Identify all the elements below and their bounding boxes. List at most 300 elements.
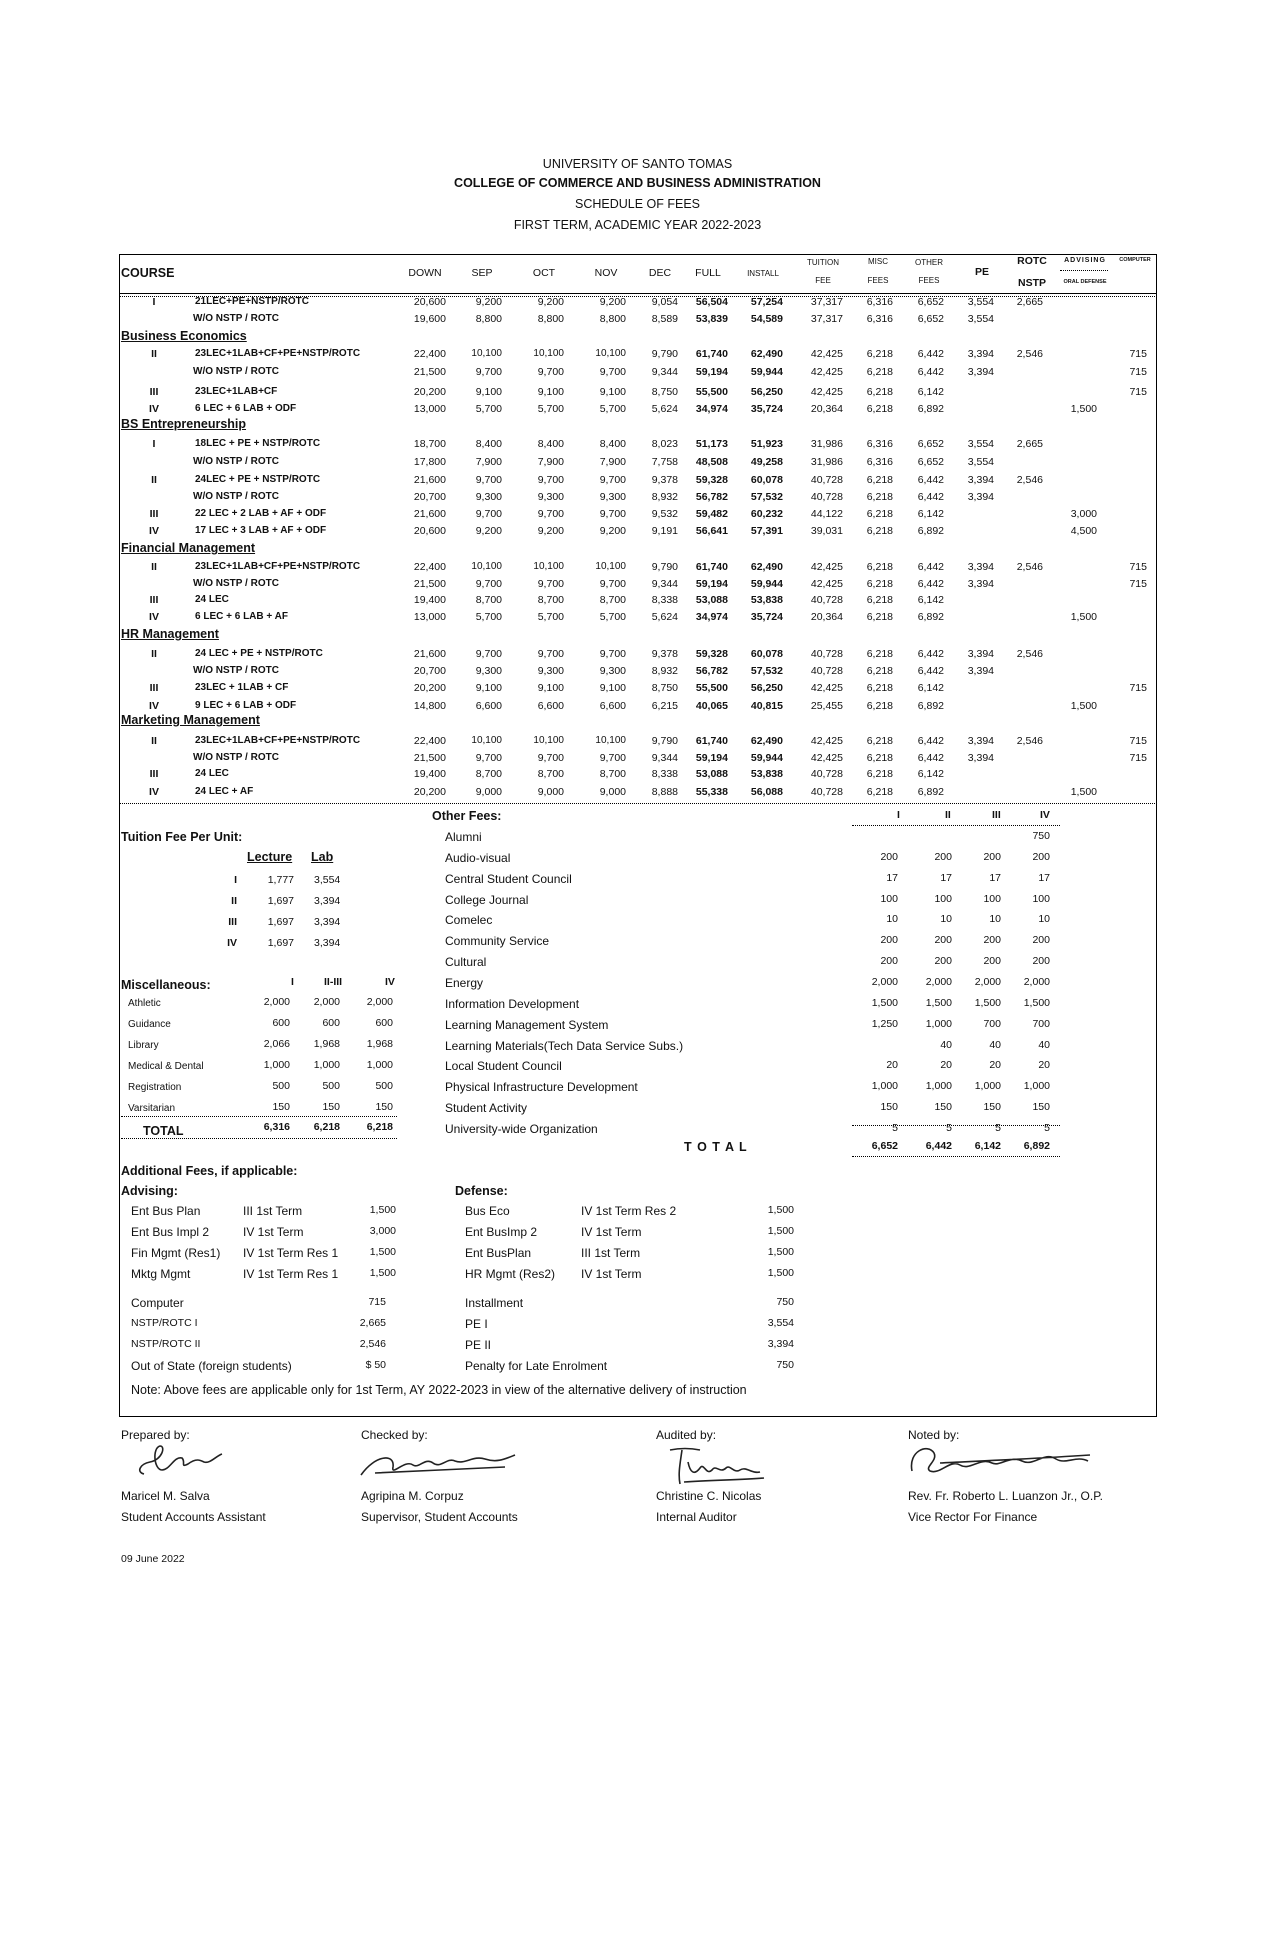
fee-cell: 8,800 [599,313,626,325]
fee-cell: 20,600 [413,296,446,308]
row-course-description: W/O NSTP / ROTC [193,752,279,763]
row-course-description: W/O NSTP / ROTC [193,491,279,502]
other-fee-value: 10 [989,913,1001,926]
fee-cell: 61,740 [695,348,728,360]
fee-cell: 61,740 [695,561,728,573]
other-fee-name: Community Service [445,934,550,949]
row-year-level: IV [149,525,159,537]
misc-value-iv: 1,000 [366,1059,393,1071]
fee-cell: 3,394 [967,752,994,764]
fee-cell: 48,508 [695,456,728,468]
other-fee-value: 150 [983,1101,1001,1114]
fee-cell: 6,892 [917,611,944,623]
fee-cell: 6,218 [866,561,893,573]
fee-cell: 6,442 [917,648,944,660]
row-year-level: II [151,474,157,486]
other-fees-col-iv: IV [1040,809,1050,821]
section-heading: Financial Management [121,541,256,555]
col-nov: NOV [594,267,618,279]
advising-term: IV 1st Term Res 1 [243,1246,339,1260]
misc-total-rule [121,1116,397,1117]
fee-cell: 715 [1129,682,1147,694]
other-fees-total-value: 6,442 [925,1140,952,1152]
fee-cell: 5,624 [651,611,678,623]
fee-cell: 5,700 [599,403,626,415]
fee-cell: 9,700 [475,366,502,378]
fee-cell: 10,100 [595,348,626,359]
fee-cell: 9,700 [537,508,564,520]
other-fee-name: Physical Infrastructure Development [445,1080,638,1095]
other-fee-value: 1,000 [1023,1080,1050,1093]
fee-cell: 6,442 [917,578,944,590]
fee-cell: 21,600 [413,648,446,660]
misc-title: Miscellaneous: [121,978,211,992]
fee-cell: 40,728 [810,768,843,780]
fee-cell: 53,088 [695,594,728,606]
other-fee-name: Learning Materials(Tech Data Service Subs.) [445,1038,684,1053]
fee-cell: 9,300 [599,491,626,503]
fee-cell: 6,652 [917,456,944,468]
fee-cell: 60,078 [750,648,783,660]
fee-cell: 21,500 [413,752,446,764]
other-fee-value: 200 [983,955,1001,968]
fee-cell: 19,400 [413,768,446,780]
fee-cell: 22,400 [413,561,446,573]
other-fee-name: Cultural [445,955,487,970]
col-computer: COMPUTER [1119,257,1151,263]
fee-cell: 8,700 [599,768,626,780]
fee-cell: 715 [1129,348,1147,360]
advising-name: Ent Bus Plan [131,1204,201,1218]
fee-cell: 6,600 [475,700,502,712]
misc-item-name: Guidance [128,1019,171,1030]
signatory-role: Prepared by: [121,1428,190,1442]
fee-cell: 8,700 [599,594,626,606]
fee-cell: 10,100 [471,348,502,359]
advising-term: IV 1st Term Res 1 [243,1267,339,1281]
fee-cell: 2,546 [1016,735,1043,747]
other-fee-value: 200 [1032,955,1050,968]
fee-cell: 56,782 [695,665,728,677]
fee-cell: 54,589 [750,313,783,325]
advising-name: Ent Bus Impl 2 [131,1225,210,1239]
misc-value-iv: 500 [375,1080,393,1092]
other-fee-value: 10 [940,913,952,926]
advising-divider [1060,270,1108,271]
advising-name: Fin Mgmt (Res1) [131,1246,221,1260]
fee-cell: 10,100 [533,348,564,359]
signatory-role: Noted by: [908,1428,960,1442]
other-fee-value: 200 [934,955,952,968]
row-course-description: 23LEC+1LAB+CF+PE+NSTP/ROTC [195,348,361,359]
fee-cell: 42,425 [810,348,843,360]
fee-cell: 56,641 [695,525,728,537]
tuition-lecture: 1,697 [267,895,294,907]
fee-cell: 59,944 [750,578,783,590]
fee-cell: 9,700 [599,752,626,764]
fee-cell: 8,338 [651,768,678,780]
fee-cell: 715 [1129,752,1147,764]
fee-cell: 9,300 [537,491,564,503]
fee-cell: 60,232 [750,508,783,520]
fee-cell: 5,700 [537,403,564,415]
fee-cell: 25,455 [810,700,843,712]
fee-cell: 3,394 [967,735,994,747]
fee-cell: 39,031 [810,525,843,537]
fee-cell: 10,100 [595,561,626,572]
other-fee-value: 100 [880,892,898,905]
additional-fee-amount: 3,554 [767,1317,794,1329]
signatory-role: Checked by: [361,1428,428,1442]
fee-cell: 8,700 [537,594,564,606]
fee-cell: 8,023 [651,438,678,450]
additional-fee-name: NSTP/ROTC II [131,1338,201,1350]
row-year-level: IV [149,611,159,623]
fee-cell: 61,740 [695,735,728,747]
row-course-description: W/O NSTP / ROTC [193,313,279,324]
fee-cell: 57,532 [750,665,783,677]
fee-cell: 9,790 [651,561,678,573]
advising-amount: 3,000 [369,1225,396,1237]
row-course-description: 23LEC+1LAB+CF [195,386,278,397]
fee-cell: 1,500 [1070,403,1097,415]
fee-cell: 17,800 [413,456,446,468]
tuition-lecture: 1,697 [267,937,294,949]
other-fee-value: 200 [983,850,1001,863]
col-tuition-2: FEE [815,276,831,285]
fee-cell: 5,700 [537,611,564,623]
fee-cell: 9,054 [651,296,678,308]
additional-fee-amount: 750 [776,1359,794,1371]
other-fee-value: 1,500 [1023,996,1050,1009]
defense-term: IV 1st Term Res 2 [581,1204,677,1218]
additional-fee-name: PE I [465,1317,488,1331]
other-fee-value: 20 [989,1059,1001,1072]
fee-cell: 9,000 [599,786,626,798]
defense-amount: 1,500 [767,1267,794,1279]
fee-cell: 8,800 [475,313,502,325]
row-year-level: III [149,594,159,606]
fee-cell: 9,700 [537,474,564,486]
fee-cell: 20,700 [413,665,446,677]
fee-cell: 6,218 [866,386,893,398]
other-fee-name: Information Development [445,996,580,1011]
misc-total-iv: 6,218 [366,1121,393,1133]
col-advising: ADVISING [1064,257,1106,264]
signatory-title: Student Accounts Assistant [121,1510,266,1524]
fee-cell: 62,490 [750,735,783,747]
additional-fee-name: PE II [465,1338,492,1352]
fee-cell: 2,546 [1016,561,1043,573]
fee-cell: 62,490 [750,348,783,360]
misc-value-iv: 1,968 [366,1038,393,1050]
other-fee-value: 200 [880,850,898,863]
other-fee-value: 40 [1038,1038,1050,1051]
defense-amount: 1,500 [767,1204,794,1216]
fee-cell: 3,394 [967,561,994,573]
fee-cell: 9,700 [475,578,502,590]
fee-cell: 59,482 [695,508,728,520]
fee-cell: 35,724 [750,611,783,623]
schedule-title: SCHEDULE OF FEES [574,197,701,211]
misc-item-name: Medical & Dental [128,1061,204,1072]
fee-cell: 3,394 [967,648,994,660]
fee-cell: 3,394 [967,348,994,360]
fee-cell: 9,200 [537,525,564,537]
fee-cell: 6,218 [866,403,893,415]
fee-cell: 6,218 [866,752,893,764]
fee-cell: 9,700 [475,648,502,660]
fee-cell: 8,700 [475,594,502,606]
advising-amount: 1,500 [369,1267,396,1279]
advising-name: Mktg Mgmt [131,1267,191,1281]
other-fee-value: 200 [1032,850,1050,863]
misc-value-ii-iii: 1,968 [313,1038,340,1050]
other-fee-name: Student Activity [445,1101,528,1116]
other-fee-value: 17 [940,871,952,884]
fee-cell: 6,142 [917,768,944,780]
other-fee-value: 200 [934,850,952,863]
fee-cell: 56,504 [695,296,728,308]
fee-cell: 37,317 [810,313,843,325]
signatory-name: Agripina M. Corpuz [361,1489,464,1503]
fee-cell: 715 [1129,561,1147,573]
section-heading: HR Management [121,627,219,641]
misc-value-i: 150 [272,1101,290,1113]
fee-cell: 9,300 [537,665,564,677]
row-course-description: 21LEC+PE+NSTP/ROTC [195,296,309,307]
other-fee-value: 1,000 [925,1080,952,1093]
defense-term: IV 1st Term [581,1225,642,1239]
other-fee-name: Central Student Council [445,871,572,886]
fee-cell: 60,078 [750,474,783,486]
other-fee-value: 2,000 [1023,975,1050,988]
other-fee-value: 1,000 [974,1080,1001,1093]
fee-cell: 9,100 [475,682,502,694]
col-dec: DEC [648,267,672,279]
fee-cell: 40,728 [810,491,843,503]
fee-cell: 9,344 [651,578,678,590]
fee-cell: 9,790 [651,735,678,747]
fee-cell: 9,378 [651,648,678,660]
fee-cell: 6,218 [866,665,893,677]
tuition-lecture: 1,777 [267,874,294,886]
row-course-description: 6 LEC + 6 LAB + AF [195,611,288,622]
other-fee-name: University-wide Organization [445,1121,598,1136]
row-course-description: W/O NSTP / ROTC [193,665,279,676]
row-course-description: 17 LEC + 3 LAB + AF + ODF [195,525,327,536]
row-year-level: III [149,508,159,520]
other-fee-value: 1,000 [925,1017,952,1030]
row-course-description: 6 LEC + 6 LAB + ODF [195,403,297,414]
fee-cell: 56,088 [750,786,783,798]
fee-cell: 6,218 [866,611,893,623]
fee-cell: 8,589 [651,313,678,325]
tuition-lab: 3,394 [314,937,341,949]
other-fee-value: 1,000 [871,1080,898,1093]
fee-cell: 53,838 [750,768,783,780]
signatory-title: Internal Auditor [656,1510,737,1524]
defense-name: Ent BusImp 2 [465,1225,538,1239]
misc-total-label: TOTAL [143,1124,184,1138]
defense-amount: 1,500 [767,1225,794,1237]
signature-corpuz [355,1445,525,1485]
other-fees-total-rule [852,1125,1060,1126]
fee-cell: 2,665 [1016,438,1043,450]
fee-cell: 9,700 [599,578,626,590]
fee-cell: 6,142 [917,386,944,398]
other-fee-value: 17 [989,871,1001,884]
fee-cell: 6,442 [917,474,944,486]
fee-cell: 6,892 [917,786,944,798]
tuition-year: II [231,895,237,907]
fee-cell: 2,665 [1016,296,1043,308]
other-fees-total-end-rule [852,1156,1060,1157]
fee-cell: 6,442 [917,491,944,503]
other-fee-value: 1,500 [871,996,898,1009]
additional-fee-amount: 2,665 [359,1317,386,1329]
fee-cell: 4,500 [1070,525,1097,537]
fee-cell: 13,000 [413,403,446,415]
fee-cell: 20,200 [413,786,446,798]
defense-name: HR Mgmt (Res2) [465,1267,556,1281]
fee-cell: 6,892 [917,403,944,415]
fee-cell: 8,750 [651,386,678,398]
fee-cell: 9,100 [475,386,502,398]
row-year-level: II [151,348,157,360]
row-course-description: W/O NSTP / ROTC [193,578,279,589]
col-rotc: ROTC [1017,255,1047,267]
fee-cell: 20,600 [413,525,446,537]
fee-cell: 2,546 [1016,474,1043,486]
advising-amount: 1,500 [369,1246,396,1258]
fee-cell: 9,790 [651,348,678,360]
document-date: 09 June 2022 [121,1553,185,1565]
tuition-year: IV [227,937,237,949]
fee-cell: 5,700 [475,611,502,623]
fee-cell: 9,700 [537,578,564,590]
other-fee-value: 100 [983,892,1001,905]
fee-cell: 40,728 [810,665,843,677]
fee-cell: 40,728 [810,594,843,606]
fee-cell: 6,218 [866,682,893,694]
other-fee-value: 2,000 [925,975,952,988]
additional-fee-amount: 750 [776,1296,794,1308]
fee-cell: 9,200 [599,525,626,537]
fee-cell: 34,974 [695,611,728,623]
misc-value-i: 1,000 [263,1059,290,1071]
fee-cell: 6,142 [917,682,944,694]
fee-cell: 715 [1129,735,1147,747]
other-fee-value: 200 [934,934,952,947]
other-fee-value: 100 [1032,892,1050,905]
fee-cell: 9,700 [475,752,502,764]
signatory-title: Vice Rector For Finance [908,1510,1038,1524]
fee-cell: 6,892 [917,700,944,712]
fee-cell: 6,442 [917,665,944,677]
fee-cell: 3,554 [967,296,994,308]
misc-col-ii-iii: II-III [324,976,343,988]
row-course-description: 24 LEC + PE + NSTP/ROTC [195,648,323,659]
fee-cell: 3,394 [967,366,994,378]
fee-cell: 9,200 [475,525,502,537]
fee-cell: 59,328 [695,648,728,660]
misc-value-i: 500 [272,1080,290,1092]
fee-cell: 34,974 [695,403,728,415]
university-name: UNIVERSITY OF SANTO TOMAS [542,157,733,171]
col-misc-2: FEES [867,276,889,285]
fee-cell: 6,215 [651,700,678,712]
other-fee-value: 1,250 [871,1017,898,1030]
fee-cell: 9,344 [651,752,678,764]
row-year-level: IV [149,403,159,415]
row-year-level: II [151,648,157,660]
fee-cell: 51,173 [695,438,728,450]
signatory-name: Rev. Fr. Roberto L. Luanzon Jr., O.P. [908,1489,1103,1503]
fee-cell: 57,532 [750,491,783,503]
fee-cell: 6,142 [917,508,944,520]
fee-cell: 3,394 [967,578,994,590]
row-course-description: 24 LEC [195,594,229,605]
row-year-level: II [151,561,157,573]
fee-cell: 6,218 [866,508,893,520]
defense-amount: 1,500 [767,1246,794,1258]
fee-cell: 21,500 [413,366,446,378]
fee-cell: 57,254 [750,296,783,308]
row-course-description: W/O NSTP / ROTC [193,366,279,377]
fee-cell: 9,700 [599,508,626,520]
fee-cell: 42,425 [810,386,843,398]
fee-cell: 19,600 [413,313,446,325]
defense-title: Defense: [455,1184,508,1198]
fee-cell: 6,442 [917,735,944,747]
fee-cell: 9,200 [537,296,564,308]
fee-cell: 14,800 [413,700,446,712]
note-text: Note: Above fees are applicable only for 1st Term, AY 2022-2023 in view of the alternative delivery of instruction [131,1383,747,1397]
fee-cell: 1,500 [1070,700,1097,712]
fee-cell: 6,218 [866,491,893,503]
other-fees-col-i: I [897,809,900,821]
tuition-lecture-header: Lecture [247,850,293,864]
fee-cell: 22,400 [413,348,446,360]
other-fee-value: 5 [995,1121,1001,1134]
fee-cell: 6,442 [917,561,944,573]
fee-cell: 51,923 [750,438,783,450]
row-year-level: III [149,768,159,780]
row-course-description: 24 LEC + AF [195,786,254,797]
fee-cell: 57,391 [750,525,783,537]
fee-cell: 6,600 [537,700,564,712]
additional-fee-amount: 3,394 [767,1338,794,1350]
additional-fee-name: Out of State (foreign students) [131,1359,292,1373]
col-install: INSTALL [747,269,779,278]
additional-fee-amount: 715 [368,1296,386,1308]
tuition-lab: 3,394 [314,916,341,928]
misc-total-i: 6,316 [263,1121,290,1133]
fee-cell: 20,200 [413,682,446,694]
signatory-title: Supervisor, Student Accounts [361,1510,518,1524]
defense-name: Bus Eco [465,1204,510,1218]
misc-item-name: Library [128,1040,159,1051]
other-fee-name: Alumni [445,830,482,844]
fee-cell: 8,700 [537,768,564,780]
row-course-description: W/O NSTP / ROTC [193,456,279,467]
additional-fee-amount: $ 50 [365,1359,386,1371]
fee-cell: 42,425 [810,578,843,590]
fee-cell: 53,839 [695,313,728,325]
other-fee-value: 2,000 [871,975,898,988]
other-fee-value: 20 [1038,1059,1050,1072]
